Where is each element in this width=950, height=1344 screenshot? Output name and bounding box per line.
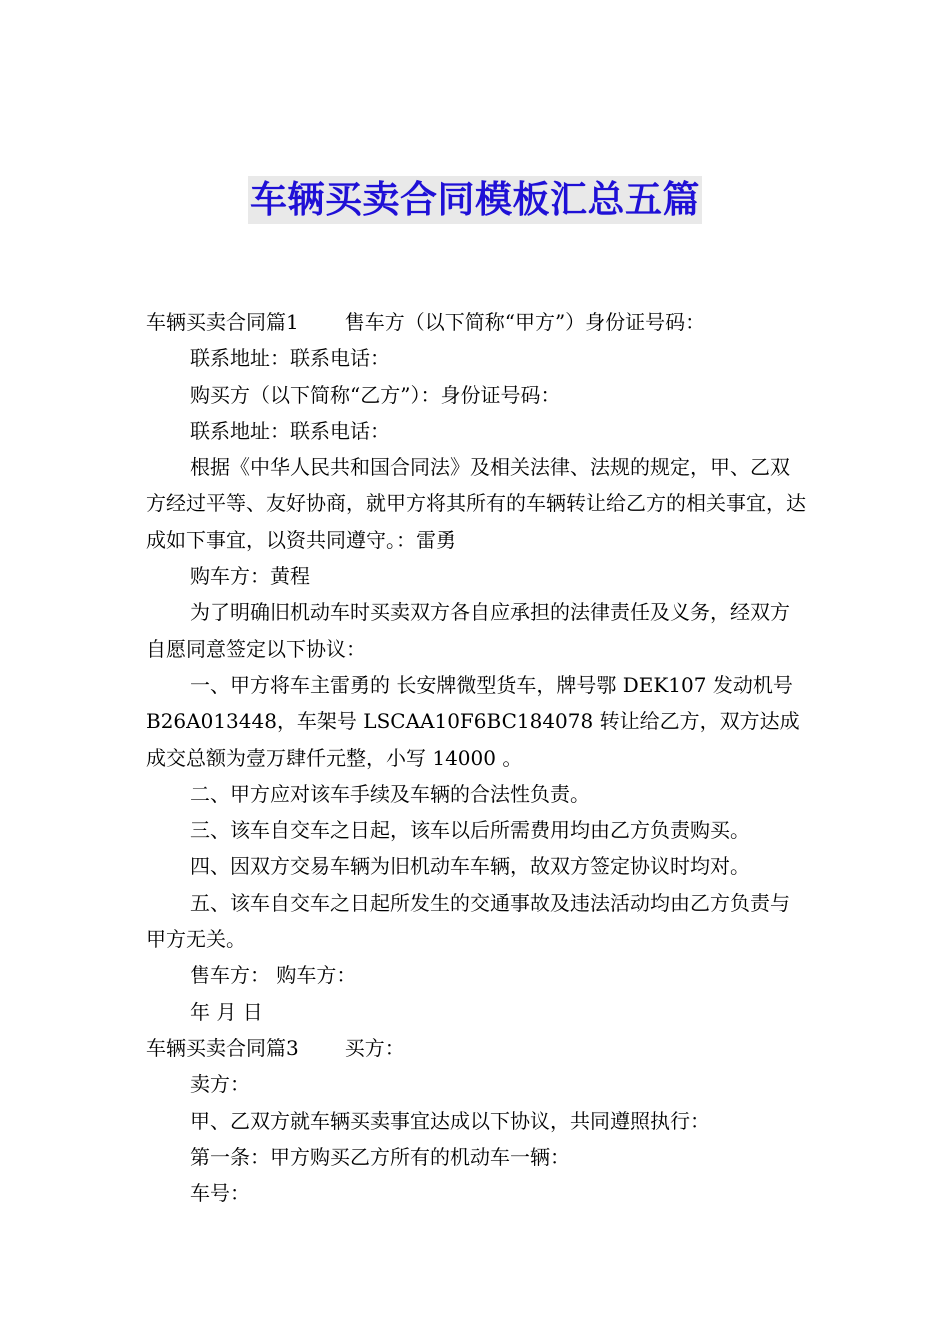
paragraph-clause-3: 三、该车自交车之日起，该车以后所需费用均由乙方负责购买。 [190, 818, 750, 843]
paragraph-clause-2: 二、甲方应对该车手续及车辆的合法性负责。 [190, 781, 590, 806]
paragraph-clause-4: 四、因双方交易车辆为旧机动车车辆，故双方签定协议时均对。 [190, 854, 750, 879]
paragraph-plate-number: 车号： [190, 1181, 250, 1206]
paragraph-clause-5: 五、该车自交车之日起所发生的交通事故及违法活动均由乙方负责与甲方无关。 [146, 890, 790, 952]
contract-1-heading: 车辆买卖合同篇1 [146, 310, 299, 334]
paragraph-seller-contact: 联系地址：联系电话： [190, 346, 390, 371]
paragraph-signatures: 售车方： 购车方： [190, 963, 357, 988]
title-container [0, 176, 950, 224]
buyer-line: 买方： [344, 1035, 405, 1060]
paragraph-purpose: 为了明确旧机动车时买卖双方各自应承担的法律责任及义务，经双方自愿同意签定以下协议： [146, 600, 790, 661]
contract-3-heading: 车辆买卖合同篇3 [146, 1035, 299, 1060]
paragraph-legal-basis: 根据《中华人民共和国合同法》及相关法律、法规的规定，甲、乙双方经过平等、友好协商，就甲方将其所有的车辆转让给乙方的相关事宜，达成如下事宜，以资共同遵守。：雷勇 [146, 455, 806, 552]
paragraph-date: 年 月 日 [190, 999, 263, 1024]
paragraph-buyer-contact: 联系地址：联系电话： [190, 418, 390, 443]
seller-id-line: 售车方（以下简称“甲方”）身份证号码： [344, 310, 706, 334]
paragraph-article-1: 第一条：甲方购买乙方所有的机动车一辆： [190, 1144, 570, 1169]
paragraph-contract-1-header [146, 304, 808, 340]
paragraph-contract-3-header [146, 1030, 808, 1066]
paragraph-clause-1: 一、甲方将车主雷勇的 长安牌微型货车，牌号鄂 DEK107 发动机号 B26A013448，车架号 LSCAA10F6BC184078 转让给乙方，双方达成成交总额为壹万肆仟元整，小写 14000 。 [146, 672, 800, 770]
paragraph-seller: 卖方： [190, 1072, 250, 1097]
paragraph-buyer-id: 购买方（以下简称“乙方”）：身份证号码： [190, 382, 561, 407]
document-body [146, 304, 808, 1211]
paragraph-buyer-name: 购车方：黄程 [190, 564, 310, 589]
document-title: 车辆买卖合同模板汇总五篇 [248, 176, 702, 224]
paragraph-agreement: 甲、乙双方就车辆买卖事宜达成以下协议，共同遵照执行： [190, 1108, 710, 1133]
